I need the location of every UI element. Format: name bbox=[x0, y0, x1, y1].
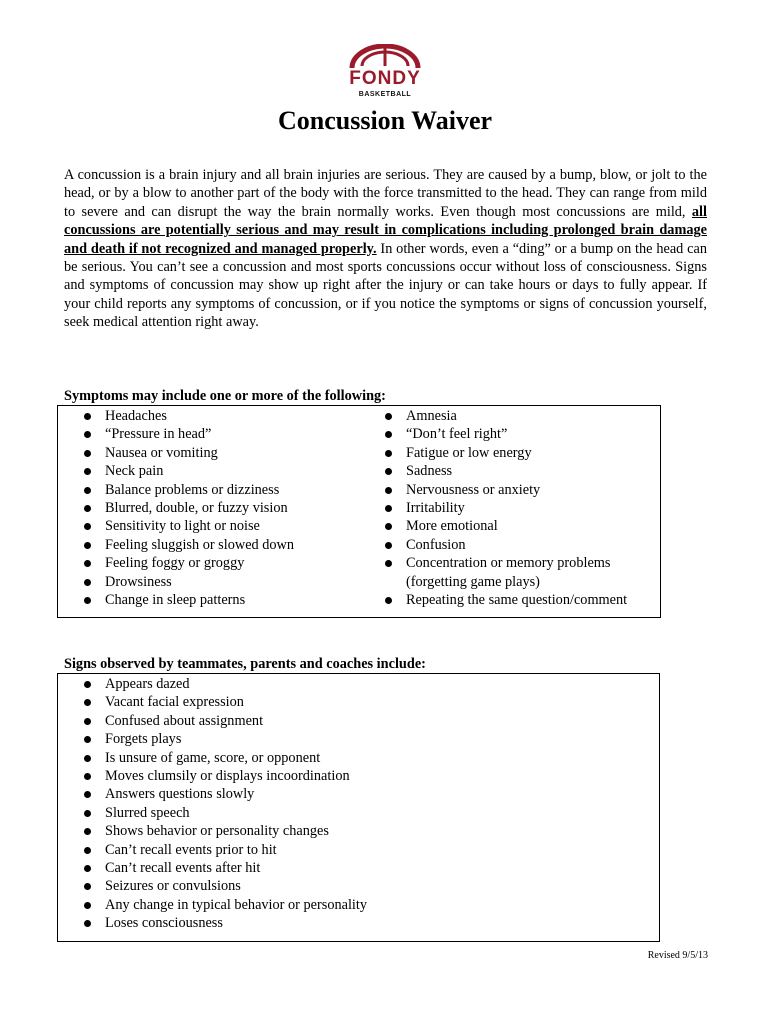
bullet-icon bbox=[84, 413, 91, 420]
list-item bbox=[81, 462, 294, 480]
list-item bbox=[81, 591, 294, 609]
logo-sub-text: BASKETBALL bbox=[358, 91, 412, 98]
bullet-icon bbox=[84, 736, 91, 743]
bullet-icon bbox=[84, 505, 91, 512]
list-item bbox=[81, 877, 367, 895]
list-item-text: Nausea or vomiting bbox=[105, 444, 218, 461]
list-item bbox=[382, 425, 627, 443]
bullet-icon bbox=[385, 523, 392, 530]
bullet-icon bbox=[84, 773, 91, 780]
list-item-text: Shows behavior or personality changes bbox=[105, 823, 329, 840]
list-item-text: Sensitivity to light or noise bbox=[105, 518, 260, 535]
symptoms-right-list bbox=[382, 407, 627, 609]
list-item-text: Appears dazed bbox=[105, 676, 190, 692]
list-item bbox=[382, 444, 627, 462]
list-item-text: Change in sleep patterns bbox=[105, 592, 246, 609]
symptoms-left-list bbox=[81, 407, 294, 609]
list-item-text: Neck pain bbox=[105, 463, 164, 480]
list-item-continuation: (forgetting game plays) bbox=[406, 573, 540, 590]
list-item-text: Irritability bbox=[406, 500, 465, 517]
list-item bbox=[382, 481, 627, 499]
list-item-text: Can’t recall events prior to hit bbox=[105, 841, 277, 858]
logo-brand-text: FONDY bbox=[349, 68, 421, 89]
list-item-text: Slurred speech bbox=[105, 804, 190, 821]
intro-emphasis: all concussions are potentially serious and may result in complications including prolonged brain damage and death if not recognized and managed properly. bbox=[64, 203, 707, 257]
page-title: Concussion Waiver bbox=[277, 106, 493, 135]
bullet-icon bbox=[84, 828, 91, 835]
list-item-text: Headaches bbox=[105, 408, 167, 424]
bullet-icon bbox=[385, 431, 392, 438]
list-item-text: Confused about assignment bbox=[105, 712, 264, 729]
bullet-icon bbox=[385, 597, 392, 604]
bullet-icon bbox=[84, 542, 91, 549]
bullet-icon bbox=[385, 542, 392, 549]
signs-heading: Signs observed by teammates, parents and coaches include: bbox=[64, 656, 426, 672]
list-item-text: Sadness bbox=[406, 463, 453, 480]
revised-date: Revised 9/5/13 bbox=[647, 950, 708, 961]
list-item bbox=[81, 804, 367, 822]
list-item bbox=[382, 591, 627, 609]
list-item bbox=[81, 481, 294, 499]
bullet-icon bbox=[84, 755, 91, 762]
list-item bbox=[81, 499, 294, 517]
bullet-icon bbox=[84, 699, 91, 706]
bullet-icon bbox=[385, 560, 392, 567]
list-item bbox=[81, 914, 367, 932]
bullet-icon bbox=[385, 468, 392, 475]
list-item bbox=[81, 693, 367, 711]
list-item-text: Repeating the same question/comment bbox=[406, 592, 628, 609]
list-item bbox=[81, 517, 294, 535]
list-item-text: Confusion bbox=[406, 536, 466, 553]
list-item bbox=[81, 749, 367, 767]
list-item-text: Feeling sluggish or slowed down bbox=[105, 536, 295, 553]
list-item bbox=[81, 444, 294, 462]
bullet-icon bbox=[385, 505, 392, 512]
list-item-text: Fatigue or low energy bbox=[406, 444, 532, 461]
bullet-icon bbox=[84, 560, 91, 567]
list-item bbox=[81, 767, 367, 785]
bullet-icon bbox=[385, 450, 392, 457]
intro-text-1: A concussion is a brain injury and all brain injuries are serious. They are caused by a bump, blow, or jolt to the head, or by a blow to another part of the body with the force transmitted to the head. They can range from mild to severe and can disrupt the way the brain normally works. Even though most concussions are mild, bbox=[64, 167, 707, 220]
list-item bbox=[382, 407, 627, 425]
list-item-text: Any change in typical behavior or personality bbox=[105, 896, 368, 913]
bullet-icon bbox=[84, 468, 91, 475]
signs-list bbox=[81, 675, 367, 933]
list-item-text: Moves clumsily or displays incoordination bbox=[105, 768, 350, 785]
list-item-text: “Don’t feel right” bbox=[406, 426, 508, 443]
list-item-text: Nervousness or anxiety bbox=[406, 481, 541, 498]
list-item-text: Concentration or memory problems bbox=[406, 555, 611, 572]
list-item-text: Feeling foggy or groggy bbox=[105, 555, 245, 572]
list-item bbox=[81, 573, 294, 591]
bullet-icon bbox=[385, 413, 392, 420]
list-item bbox=[81, 822, 367, 840]
list-item bbox=[382, 554, 627, 572]
bullet-icon bbox=[84, 523, 91, 530]
list-item-text: Vacant facial expression bbox=[105, 694, 244, 711]
list-item bbox=[81, 536, 294, 554]
list-item bbox=[81, 785, 367, 803]
bullet-icon bbox=[84, 681, 91, 688]
list-item bbox=[81, 407, 294, 425]
list-item bbox=[81, 675, 367, 693]
list-item bbox=[382, 462, 627, 480]
list-item bbox=[81, 730, 367, 748]
bullet-icon bbox=[84, 847, 91, 854]
list-item-text: “Pressure in head” bbox=[105, 426, 212, 443]
symptoms-heading: Symptoms may include one or more of the following: bbox=[64, 388, 386, 404]
list-item bbox=[81, 859, 367, 877]
bullet-icon bbox=[84, 883, 91, 890]
list-item bbox=[382, 536, 627, 554]
list-item bbox=[81, 425, 294, 443]
list-item-text: Loses consciousness bbox=[105, 915, 223, 932]
bullet-icon bbox=[84, 865, 91, 872]
intro-text-2: In other words, even a “ding” or a bump on the head can be serious. You can’t see a concussion and most sports concussions occur without loss of consciousness. Signs and symptoms of concussion may show up right after the injury or can take hours or days to fully appear. If your child reports any symptoms of concussion, or if you notice the symptoms or signs of concussion yourself, seek medical attention right away. bbox=[64, 240, 707, 331]
bullet-icon bbox=[84, 920, 91, 927]
fondy-basketball-logo bbox=[340, 44, 430, 100]
list-item-text: Balance problems or dizziness bbox=[105, 481, 280, 498]
bullet-icon bbox=[385, 487, 392, 494]
list-item bbox=[81, 712, 367, 730]
bullet-icon bbox=[84, 718, 91, 725]
bullet-icon bbox=[84, 579, 91, 586]
bullet-icon bbox=[84, 487, 91, 494]
bullet-icon bbox=[84, 902, 91, 909]
bullet-icon bbox=[84, 431, 91, 438]
intro-paragraph bbox=[64, 166, 707, 332]
list-item-text: Is unsure of game, score, or opponent bbox=[105, 749, 321, 766]
list-item-text: Amnesia bbox=[406, 408, 457, 424]
list-item bbox=[382, 499, 627, 517]
bullet-icon bbox=[84, 791, 91, 798]
list-item bbox=[382, 517, 627, 535]
bullet-icon bbox=[84, 450, 91, 457]
list-item-text: Forgets plays bbox=[105, 731, 182, 748]
list-item-text: Seizures or convulsions bbox=[105, 878, 241, 895]
list-item-text: Answers questions slowly bbox=[105, 786, 255, 803]
list-item-text: More emotional bbox=[406, 518, 498, 535]
list-item-text: Blurred, double, or fuzzy vision bbox=[105, 500, 288, 517]
bullet-icon bbox=[84, 810, 91, 817]
bullet-icon bbox=[84, 597, 91, 604]
list-item-text: Can’t recall events after hit bbox=[105, 860, 261, 877]
list-item bbox=[81, 554, 294, 572]
list-item bbox=[81, 896, 367, 914]
list-item bbox=[81, 841, 367, 859]
list-item-text: Drowsiness bbox=[105, 573, 172, 590]
